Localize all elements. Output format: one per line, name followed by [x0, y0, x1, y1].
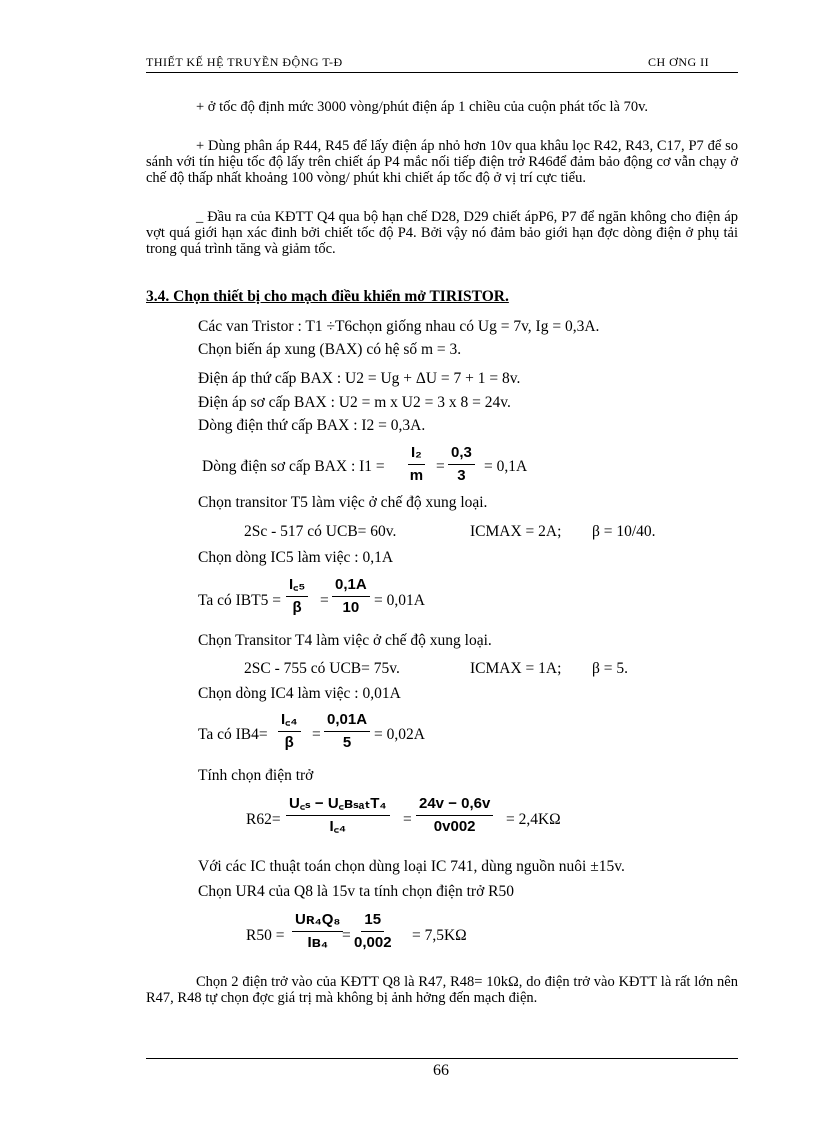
formula-3-den-b: 5	[342, 734, 352, 751]
line-ic5: Chọn dòng IC5 làm việc : 0,1A	[198, 549, 394, 566]
formula-5-eq: =	[342, 927, 351, 944]
line-2sc755-icmax: ICMAX = 1A;	[470, 660, 562, 677]
line-ic4: Chọn dòng IC4 làm việc : 0,01A	[198, 685, 401, 702]
line-2sc517-beta: β = 10/40.	[592, 523, 656, 540]
formula-4-num-a: U꜀ₛ − U꜀ʙₛₐₜT₄	[286, 794, 390, 816]
formula-5-result: = 7,5KΩ	[412, 927, 467, 944]
formula-5-num-b: 15	[361, 910, 384, 932]
line-2sc755: 2SC - 755 có UCB= 75v.	[244, 660, 400, 677]
formula-4-num-b: 24v − 0,6v	[416, 794, 493, 816]
formula-4-eq: =	[403, 811, 412, 828]
paragraph-last: Chọn 2 điện trở vào của KĐTT Q8 là R47, R48= 10kΩ, do điện trở vào KĐTT là rất lớn nên R47, R48 tự chọn đợc giá trị mà không bị ảnh hởng đến mạch điện.	[146, 974, 738, 1006]
header-chapter: CH ƠNG II	[648, 55, 710, 69]
header-rule	[146, 72, 738, 73]
section-heading: 3.4. Chọn thiết bị cho mạch điều khiển mở TIRISTOR.	[146, 288, 509, 305]
formula-1-den-b: 3	[457, 467, 466, 484]
paragraph-1: + ở tốc độ định mức 3000 vòng/phút điện áp 1 chiều của cuộn phát tốc là 70v.	[196, 99, 649, 115]
formula-2-prefix: Ta có IBT5 =	[198, 592, 281, 609]
line-secondary-voltage: Điện áp thứ cấp BAX : U2 = Ug + ΔU = 7 + 1 = 8v.	[198, 370, 521, 387]
line-bax: Chọn biến áp xung (BAX) có hệ số m = 3.	[198, 341, 462, 358]
line-2sc517: 2Sc - 517 có UCB= 60v.	[244, 523, 397, 540]
line-primary-voltage: Điện áp sơ cấp BAX : U2 = m x U2 = 3 x 8 = 24v.	[198, 394, 511, 411]
formula-4-den-a: I꜀₄	[329, 818, 347, 835]
paragraph-3: _ Đầu ra của KĐTT Q4 qua bộ hạn chế D28, D29 chiết ápP6, P7 để ngăn không cho điện áp vợt quá giới hạn xác đinh bởi chiết tốc độ P4. Bởi vậy nó đảm bảo giới hạn đợc dòng điện ở phụ tải trong quá trình tăng và giảm tốc.	[146, 209, 738, 257]
formula-4-prefix: R62=	[246, 811, 281, 828]
formula-3-den-a: β	[284, 734, 294, 751]
formula-3-num-b: 0,01A	[324, 710, 370, 732]
paragraph-2: + Dùng phân áp R44, R45 để lấy điện áp nhỏ hơn 10v qua khâu lọc R42, R43, C17, P7 để so sánh với tín hiệu tốc độ lấy trên chiết áp P4 mắc nối tiếp điện trở R46để đảm bảo động cơ vẫn chạy ở chế độ thấp nhất khoảng 100 vòng/ phút khi chiết áp tốc độ ở vị trí cực tiểu.	[146, 138, 738, 186]
line-ic741: Với các IC thuật toán chọn dùng loại IC 741, dùng nguồn nuôi ±15v.	[198, 858, 625, 875]
formula-3-frac-b	[324, 710, 370, 753]
formula-4-result: = 2,4KΩ	[506, 811, 561, 828]
formula-5-den-b: 0,002	[354, 934, 392, 951]
formula-5-num-a: Uʀ₄Q₈	[292, 910, 343, 932]
line-secondary-current: Dòng điện thứ cấp BAX : I2 = 0,3A.	[198, 417, 426, 434]
line-2sc755-beta: β = 5.	[592, 660, 629, 677]
footer-rule	[146, 1058, 738, 1059]
formula-2-den-b: 10	[342, 599, 360, 616]
formula-1-frac-b	[448, 443, 475, 486]
formula-2-result: = 0,01A	[374, 592, 425, 609]
formula-5-den-a: Iʙ₄	[307, 934, 328, 951]
formula-3-eq: =	[312, 726, 321, 743]
line-thyristor: Các van Tristor : T1 ÷T6chọn giống nhau có Ug = 7v, Ig = 0,3A.	[198, 318, 600, 335]
formula-2-den-a: β	[292, 599, 302, 616]
formula-5-prefix: R50 =	[246, 927, 285, 944]
formula-3-prefix: Ta có IB4=	[198, 726, 268, 743]
formula-1-num-a: I₂	[408, 443, 425, 465]
formula-2-eq: =	[320, 592, 329, 609]
line-ur4: Chọn UR4 của Q8 là 15v ta tính chọn điện trở R50	[198, 883, 515, 900]
formula-2-frac-a	[286, 575, 308, 618]
line-transistor-t5: Chọn transitor T5 làm việc ở chế độ xung loại.	[198, 494, 488, 511]
formula-1-den-a: m	[409, 467, 424, 484]
line-2sc517-icmax: ICMAX = 2A;	[470, 523, 562, 540]
formula-3-frac-a	[278, 710, 301, 753]
formula-5-frac-b	[354, 910, 392, 953]
formula-3-num-a: I꜀₄	[278, 710, 301, 732]
formula-1-num-b: 0,3	[448, 443, 475, 465]
formula-4-den-b: 0v002	[433, 818, 476, 835]
formula-2-num-b: 0,1A	[332, 575, 370, 597]
header-title: THIẾT KẾ HỆ TRUYỀN ĐỘNG T-Đ	[146, 55, 343, 69]
formula-1-frac-a	[408, 443, 425, 486]
formula-3-result: = 0,02A	[374, 726, 425, 743]
formula-4-frac-b	[416, 794, 493, 837]
line-transistor-t4: Chọn Transitor T4 làm việc ở chế độ xung loại.	[198, 632, 492, 649]
formula-2-num-a: I꜀₅	[286, 575, 308, 597]
formula-1-result: = 0,1A	[484, 458, 528, 475]
formula-1-prefix: Dòng điện sơ cấp BAX : I1 =	[202, 458, 385, 475]
formula-1-eq: =	[436, 458, 445, 475]
formula-5-frac-a	[292, 910, 343, 953]
formula-2-frac-b	[332, 575, 370, 618]
page-number: 66	[433, 1062, 449, 1079]
line-resistor-calc: Tính chọn điện trở	[198, 767, 314, 784]
formula-4-frac-a	[286, 794, 390, 837]
